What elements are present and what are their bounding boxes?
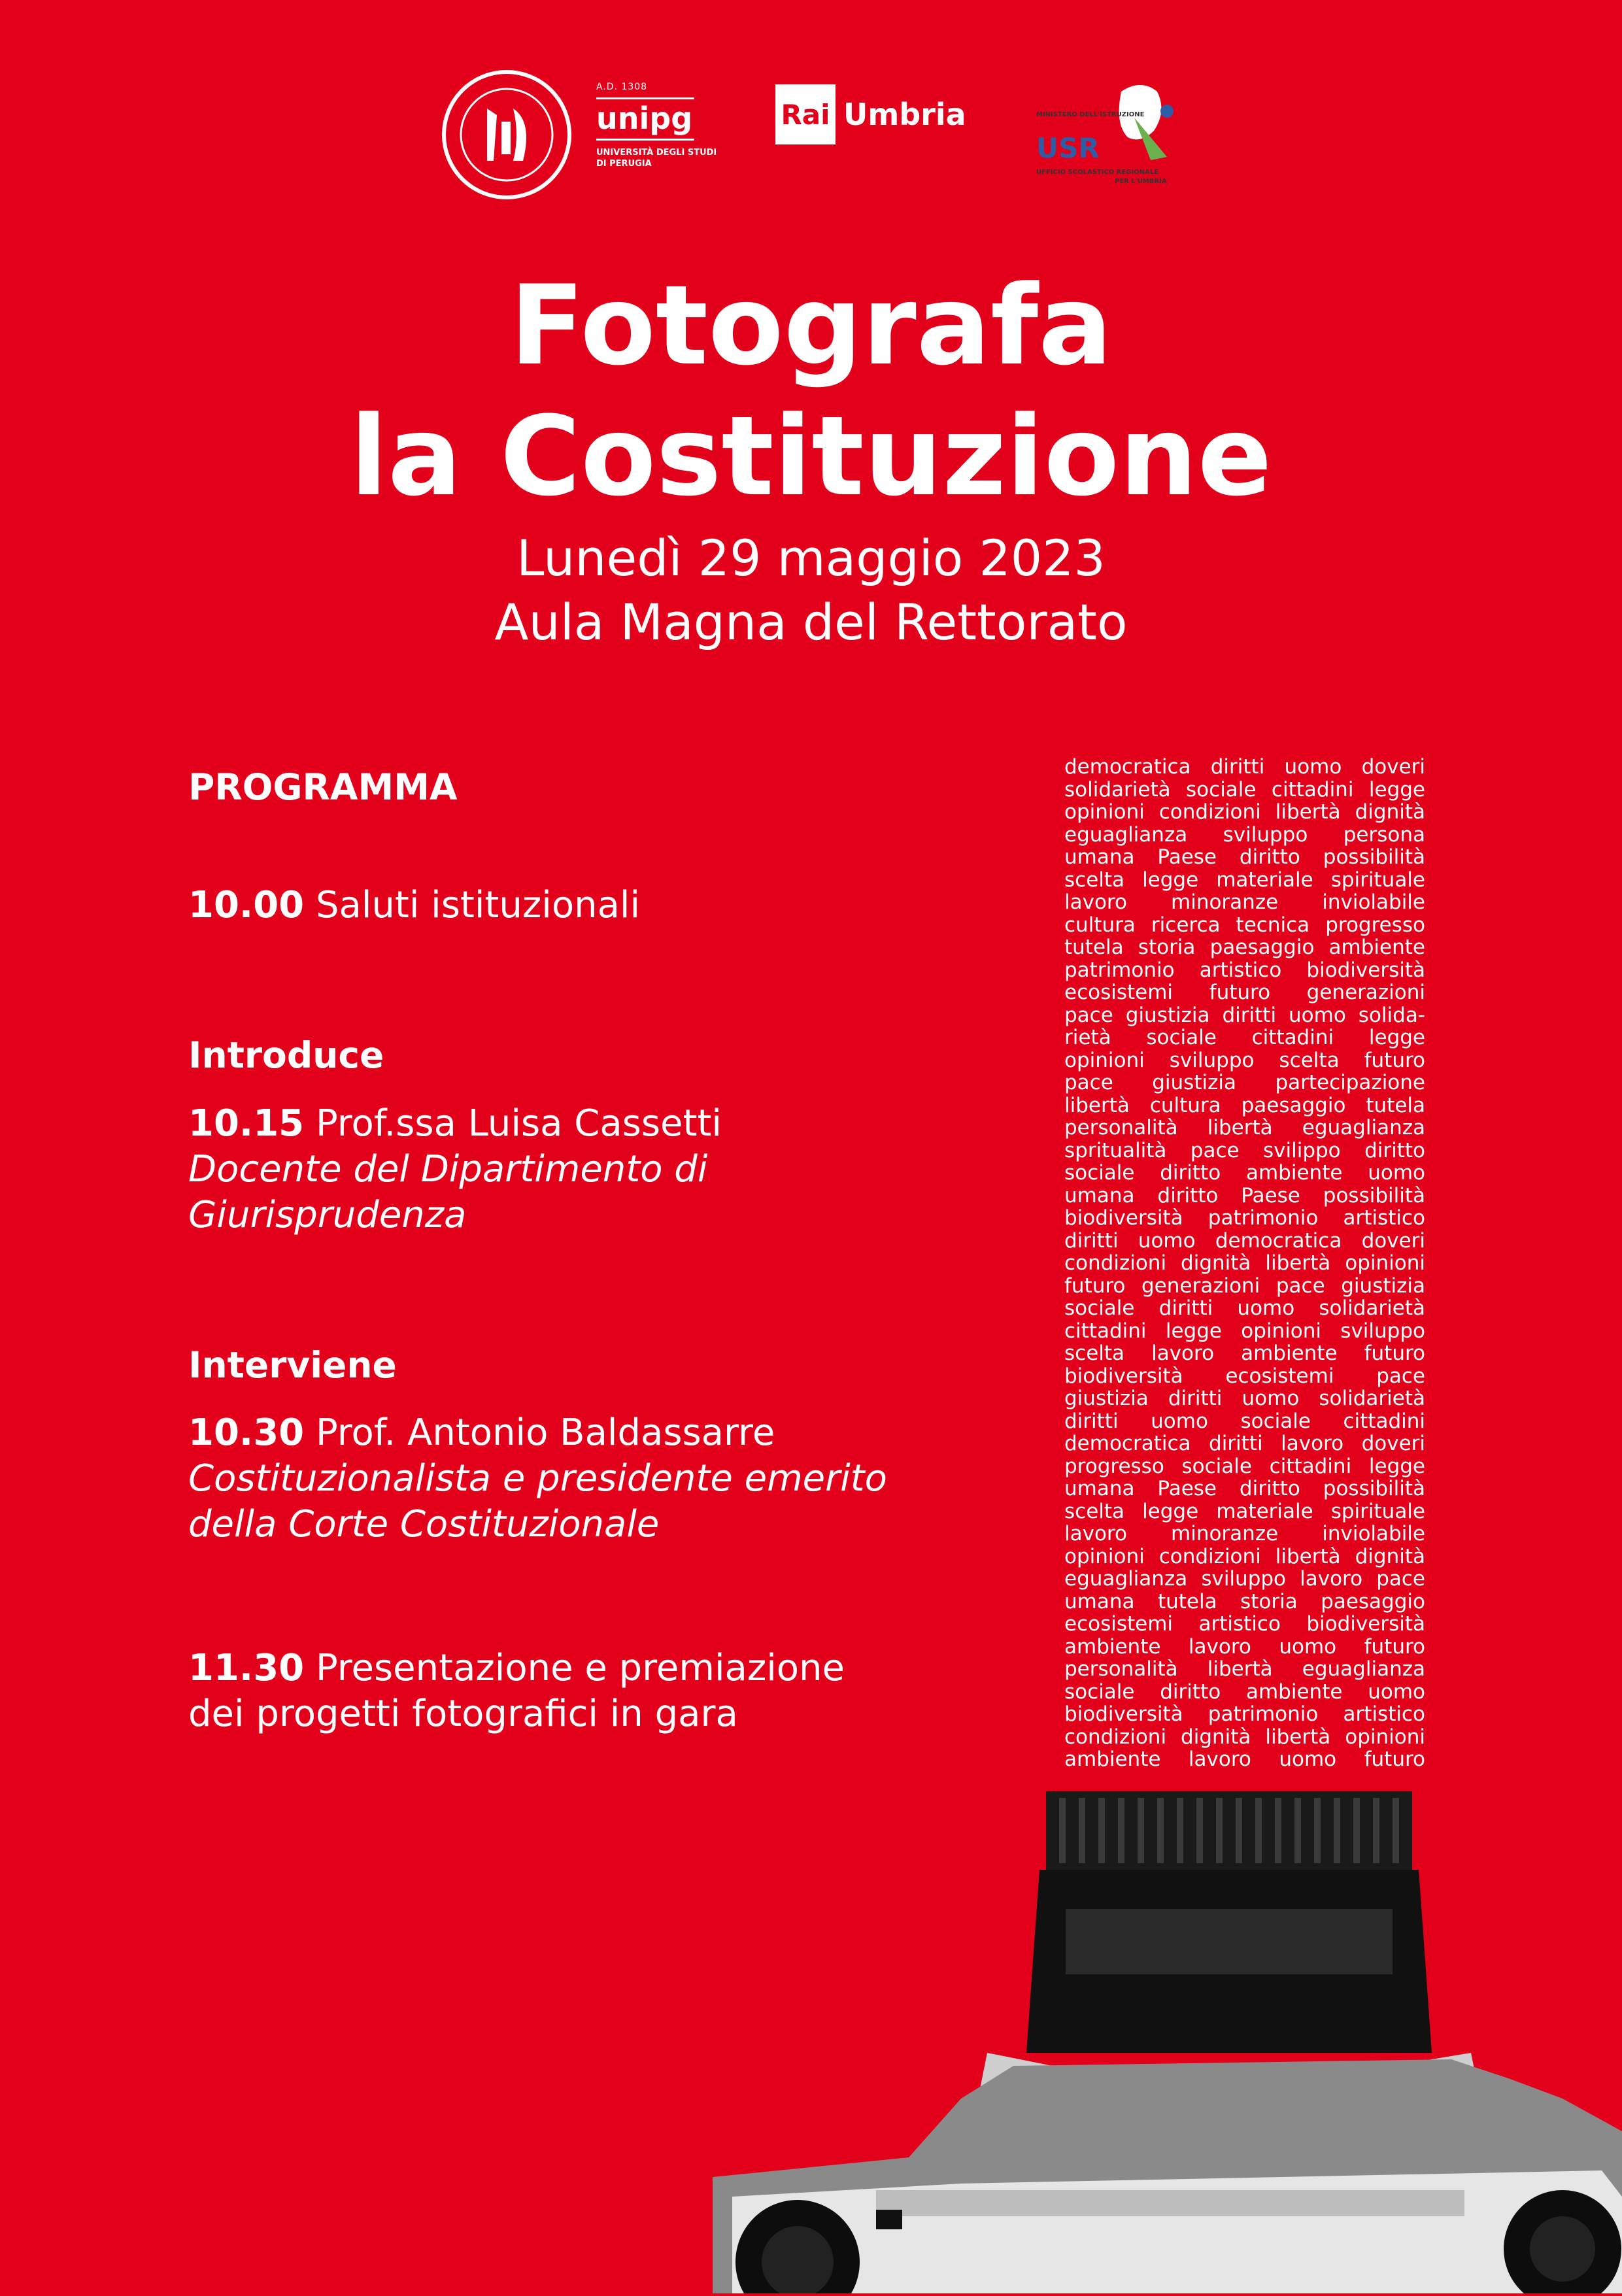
- item-3-role-1-text: Costituzionalista e presidente emerito: [188, 1457, 887, 1500]
- word-line: cittadini legge opinioni sviluppo: [1064, 1319, 1425, 1343]
- word-line: opinioni sviluppo scelta futuro: [1064, 1048, 1425, 1072]
- usr-bottom-text: UFFICIO SCOLASTICO REGIONALE: [1036, 169, 1159, 176]
- word-line: sociale diritto ambiente uomo: [1064, 1161, 1425, 1185]
- word-line: biodiversità patrimonio artistico: [1064, 1206, 1425, 1230]
- word-line: democratica diritti lavoro doveri: [1064, 1432, 1425, 1455]
- rai-umbria-logo: [775, 82, 966, 147]
- word-line: solidarietà sociale cittadini legge: [1064, 777, 1425, 802]
- item-4-time: 11.30: [188, 1647, 305, 1689]
- word-line: diritti uomo democratica doveri: [1064, 1228, 1425, 1253]
- program-heading: PROGRAMMA: [188, 766, 458, 808]
- word-line: condizioni dignità libertà opinioni: [1064, 1251, 1425, 1275]
- word-line: pace giustizia diritti uomo solida-: [1064, 1003, 1425, 1027]
- item-3-time: 10.30: [188, 1411, 305, 1454]
- page-title: [0, 260, 1622, 522]
- usr-umbria-logo: [1036, 72, 1187, 196]
- word-line: scelta lavoro ambiente futuro: [1064, 1342, 1425, 1365]
- word-line: democratica diritti uomo doveri: [1064, 755, 1425, 779]
- event-info: [0, 526, 1622, 654]
- item-3-role-2-text: della Corte Costituzionale: [188, 1503, 660, 1545]
- event-date: Lunedì 29 maggio 2023: [516, 529, 1106, 587]
- word-line: opinioni condizioni libertà dignità: [1064, 800, 1425, 824]
- word-line: libertà cultura paesaggio tutela: [1064, 1093, 1425, 1117]
- word-line: pace giustizia partecipazione: [1064, 1071, 1425, 1094]
- word-line: eguaglianza sviluppo persona: [1064, 822, 1425, 847]
- word-line: personalità libertà eguaglianza: [1064, 1116, 1425, 1140]
- title-line-1: Fotografa: [509, 262, 1113, 390]
- program-item-2: [188, 1101, 722, 1147]
- item-2-role-1-text: Docente del Dipartimento di: [188, 1148, 708, 1190]
- word-line: cultura ricerca tecnica progresso: [1064, 913, 1425, 937]
- rai-box: Rai: [775, 84, 836, 144]
- word-line: umana Paese diritto possibilità: [1064, 1477, 1425, 1500]
- word-line: futuro generazioni pace giustizia: [1064, 1274, 1425, 1298]
- item-2-time: 10.15: [188, 1102, 305, 1145]
- program-item-4: [188, 1646, 845, 1691]
- word-line: ecosistemi artistico biodiversità: [1064, 1612, 1425, 1636]
- word-line: biodiversità ecosistemi pace: [1064, 1364, 1425, 1388]
- item-2-role-2-text: Giurisprudenza: [188, 1194, 467, 1236]
- word-line: rietà sociale cittadini legge: [1064, 1026, 1425, 1049]
- item-3-text: Prof. Antonio Baldassarre: [315, 1411, 775, 1454]
- item-1-time: 10.00: [188, 884, 305, 926]
- usr-label: USR: [1036, 132, 1100, 164]
- word-line: scelta legge materiale spirituale: [1064, 868, 1425, 892]
- item-2-role-1: [188, 1147, 707, 1192]
- unipg-sub-2: DI PERUGIA: [596, 159, 652, 169]
- word-line: personalità libertà eguaglianza: [1064, 1657, 1425, 1681]
- word-line: ambiente lavoro uomo futuro: [1064, 1747, 1425, 1771]
- unipg-name: unipg: [596, 101, 693, 136]
- unipg-sub-1: UNIVERSITÀ DEGLI STUDI: [596, 148, 717, 158]
- word-line: diritti uomo sociale cittadini: [1064, 1409, 1425, 1433]
- unipg-logo: [596, 82, 727, 169]
- word-line: biodiversità patrimonio artistico: [1064, 1702, 1425, 1726]
- word-line: progresso sociale cittadini legge: [1064, 1454, 1425, 1478]
- word-line: opinioni condizioni libertà dignità: [1064, 1544, 1425, 1568]
- unipg-rule-bottom: [596, 139, 694, 141]
- word-line: giustizia diritti uomo solidarietà: [1064, 1387, 1425, 1410]
- item-1-text: Saluti istituzionali: [315, 884, 641, 926]
- usr-top-text: MINISTERO DELL'ISTRUZIONE: [1036, 111, 1145, 118]
- word-line: tutela storia paesaggio ambiente: [1064, 936, 1425, 959]
- program-item-1: [188, 883, 640, 928]
- usr-bottom-text-2: PER L'UMBRIA: [1115, 178, 1167, 185]
- logo-bar: [0, 46, 1622, 203]
- word-line: ambiente lavoro uomo futuro: [1064, 1634, 1425, 1659]
- word-line: ecosistemi futuro generazioni: [1064, 981, 1425, 1004]
- program-item-3: [188, 1410, 775, 1456]
- word-line: patrimonio artistico biodiversità: [1064, 958, 1425, 982]
- unipg-year: A.D. 1308: [596, 82, 648, 92]
- word-line: sociale diritto ambiente uomo: [1064, 1680, 1425, 1704]
- word-line: scelta legge materiale spirituale: [1064, 1499, 1425, 1523]
- rai-text: Umbria: [843, 97, 966, 132]
- word-line: lavoro minoranze inviolabile: [1064, 890, 1425, 914]
- word-line: condizioni dignità libertà opinioni: [1064, 1725, 1425, 1749]
- item-2-text: Prof.ssa Luisa Cassetti: [315, 1102, 722, 1145]
- word-line: spritualità pace svilippo diritto: [1064, 1138, 1425, 1162]
- word-line: umana Paese diritto possibilità: [1064, 845, 1425, 869]
- event-venue: Aula Magna del Rettorato: [494, 593, 1128, 651]
- word-line: umana diritto Paese possibilità: [1064, 1183, 1425, 1207]
- camera-illustration: [713, 1791, 1622, 2293]
- word-line: umana tutela storia paesaggio: [1064, 1589, 1425, 1613]
- constitution-words-block: [1064, 756, 1425, 1771]
- unipg-rule: [596, 97, 694, 99]
- item-3-role-1: [188, 1456, 887, 1502]
- item-4-text-2: dei progetti fotografici in gara: [188, 1693, 738, 1735]
- item-4-text: Presentazione e premiazione: [315, 1647, 845, 1689]
- word-line: sociale diritti uomo solidarietà: [1064, 1296, 1425, 1320]
- interviene-heading: Interviene: [188, 1344, 397, 1386]
- item-2-role-2: [188, 1192, 466, 1238]
- word-line: lavoro minoranze inviolabile: [1064, 1522, 1425, 1545]
- title-line-2: la Costituzione: [350, 392, 1272, 520]
- introduce-heading: Introduce: [188, 1034, 384, 1076]
- university-seal-logo: [441, 69, 572, 200]
- word-line: eguaglianza sviluppo lavoro pace: [1064, 1567, 1425, 1591]
- item-3-role-2: [188, 1502, 659, 1547]
